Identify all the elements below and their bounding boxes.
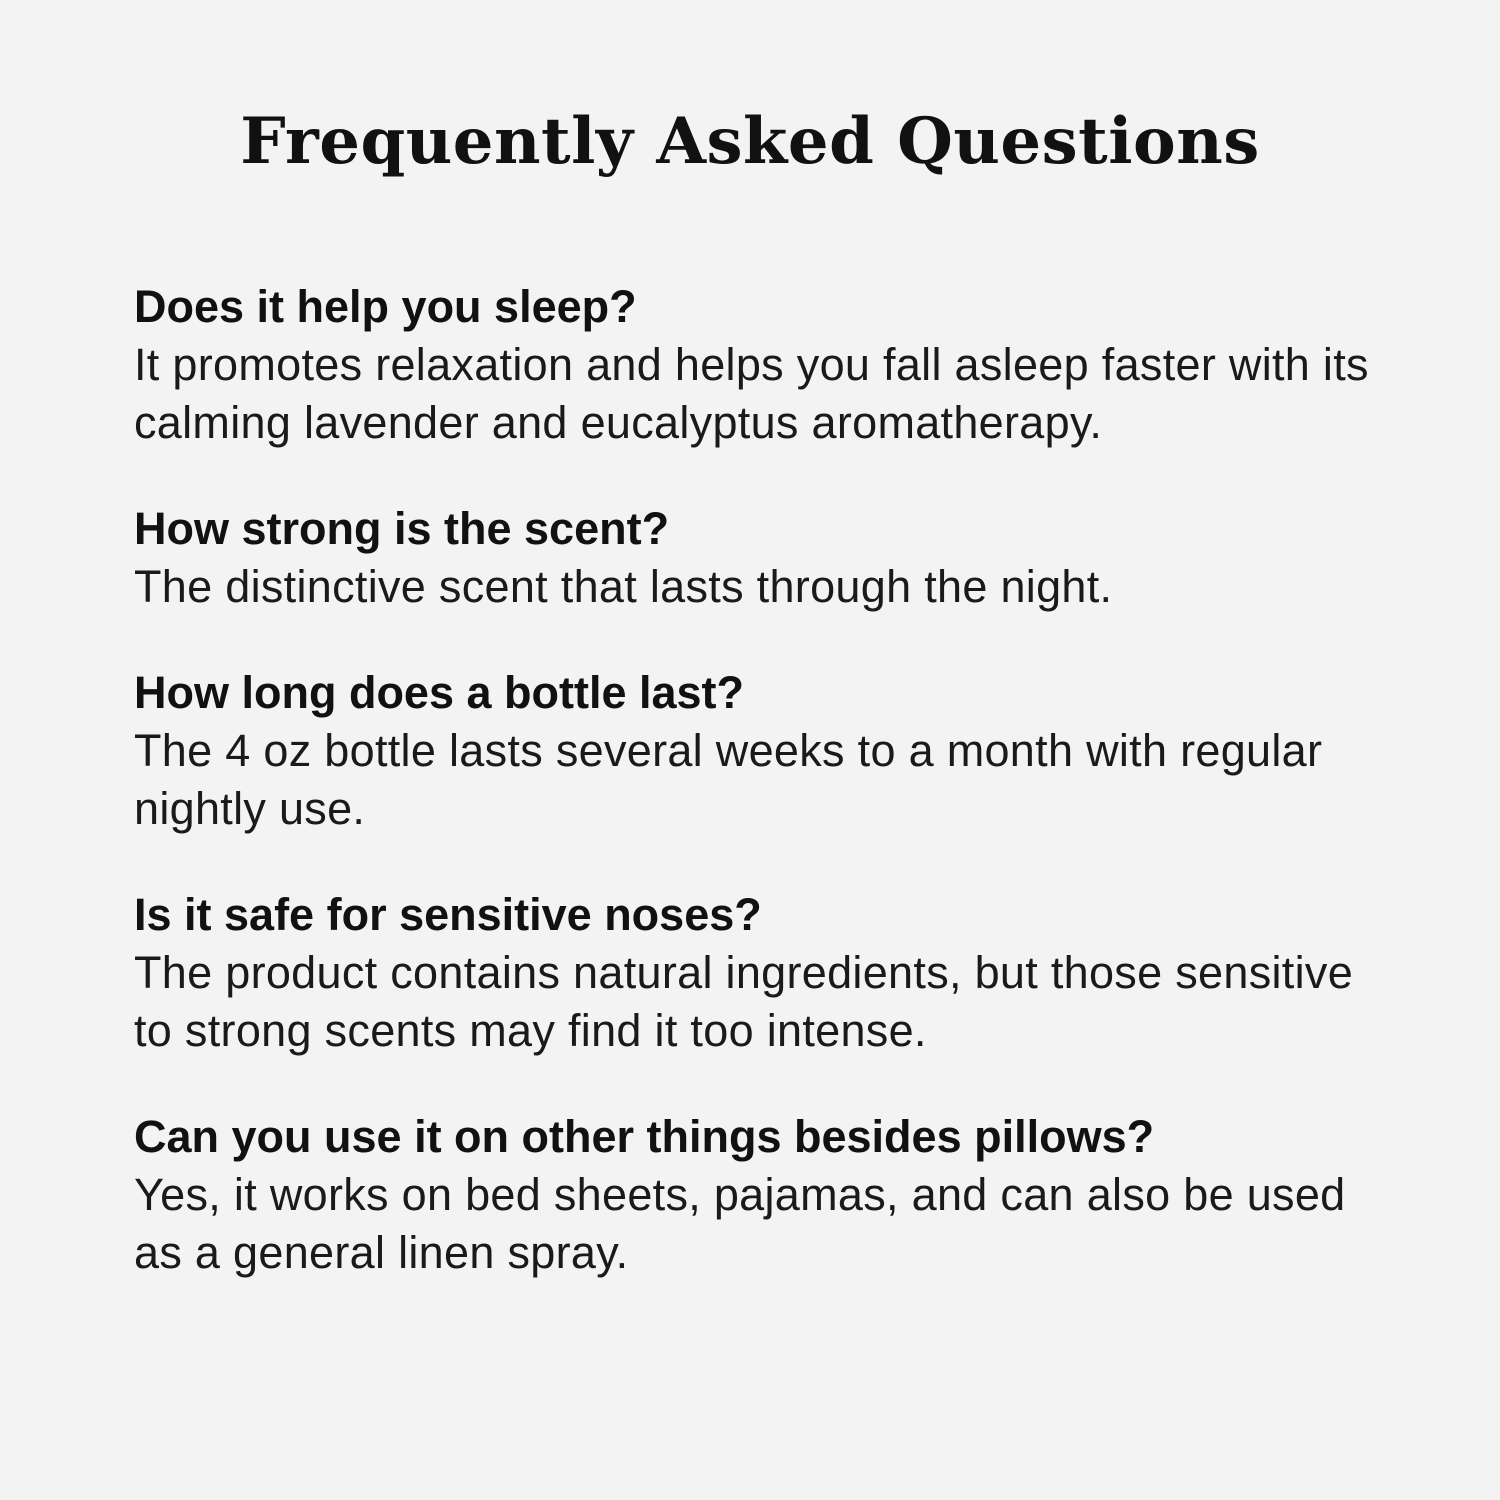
faq-question: How strong is the scent? [134,503,670,554]
faq-item [134,886,1394,1060]
faq-answer: The 4 oz bottle lasts several weeks to a month with regular nightly use. [134,725,1323,834]
faq-item [134,664,1394,838]
faq-question: Can you use it on other things besides pillows? [134,1111,1155,1162]
faq-item [134,1108,1394,1282]
faq-question: Is it safe for sensitive noses? [134,889,762,940]
faq-item [134,278,1394,452]
faq-list [134,278,1394,1282]
faq-answer: The distinctive scent that lasts through the night. [134,561,1113,612]
faq-question: How long does a bottle last? [134,667,745,718]
page-title: Frequently Asked Questions [240,104,1260,179]
faq-answer: Yes, it works on bed sheets, pajamas, and can also be used as a general linen spray. [134,1169,1346,1278]
faq-answer: The product contains natural ingredients, but those sensitive to strong scents may find it too intense. [134,947,1354,1056]
faq-question: Does it help you sleep? [134,281,637,332]
faq-item [134,500,1394,616]
faq-answer: It promotes relaxation and helps you fall asleep faster with its calming lavender and eucalyptus aromatherapy. [134,339,1369,448]
